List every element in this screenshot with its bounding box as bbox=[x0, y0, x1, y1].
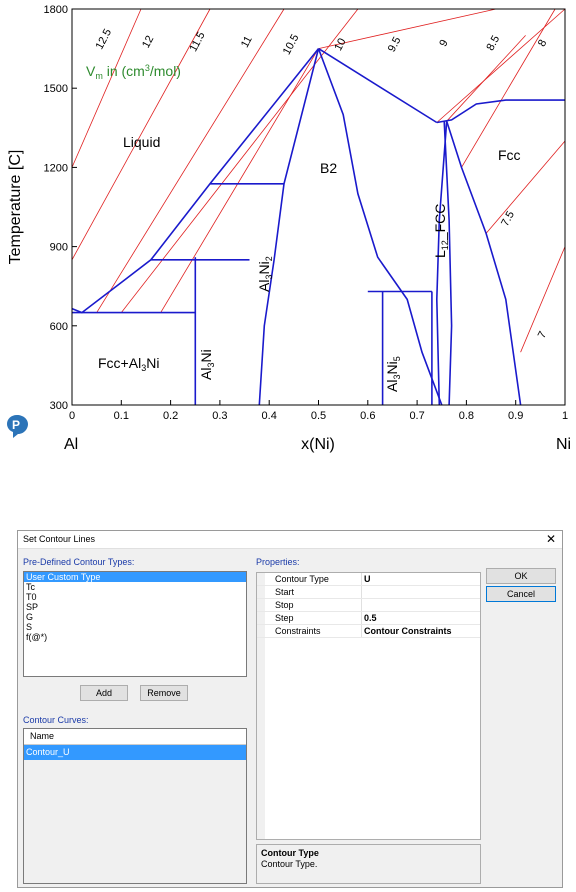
help-title: Contour Type bbox=[261, 848, 319, 858]
property-key: Step bbox=[275, 613, 294, 623]
phase-boundary bbox=[259, 49, 318, 405]
svg-text:P: P bbox=[12, 418, 21, 432]
phase-boundary bbox=[447, 121, 521, 405]
x-tick-label: 0.6 bbox=[360, 410, 376, 422]
property-value[interactable]: U bbox=[364, 574, 371, 584]
x-end-label-ni: Ni bbox=[556, 436, 572, 453]
phase-label-fcc: Fcc bbox=[498, 147, 521, 163]
contour-curves-label: Contour Curves: bbox=[23, 715, 89, 725]
property-key: Contour Type bbox=[275, 574, 329, 584]
property-row[interactable] bbox=[257, 586, 480, 599]
ok-button[interactable]: OK bbox=[486, 568, 556, 584]
contour-level-label: 8 bbox=[535, 37, 550, 49]
list-item[interactable]: User Custom Type bbox=[24, 572, 246, 582]
contour-level-label: 12.5 bbox=[93, 26, 115, 52]
y-tick-label: 300 bbox=[49, 400, 68, 412]
close-icon[interactable]: ✕ bbox=[545, 532, 556, 546]
phase-label-l12-fcc: $L_{12}\_FCC$ bbox=[432, 203, 450, 258]
property-key: Constraints bbox=[275, 626, 321, 636]
property-value[interactable]: Contour Constraints bbox=[364, 626, 452, 636]
contour-level-label: 9 bbox=[437, 37, 451, 49]
phase-boundaries bbox=[72, 49, 565, 405]
y-tick-label: 1500 bbox=[43, 83, 68, 96]
list-item[interactable]: Tc bbox=[26, 582, 35, 592]
list-item[interactable]: G bbox=[26, 612, 34, 622]
predefined-types-label: Pre-Defined Contour Types: bbox=[23, 557, 135, 567]
phase-boundary bbox=[437, 121, 447, 405]
property-row[interactable] bbox=[257, 573, 480, 586]
property-key: Stop bbox=[275, 600, 294, 610]
property-key: Start bbox=[275, 587, 295, 597]
property-row[interactable] bbox=[257, 625, 480, 638]
phase-boundary bbox=[319, 49, 437, 123]
phase-label-liquid: Liquid bbox=[123, 134, 161, 150]
x-tick-label: 0 bbox=[68, 410, 76, 422]
contour-level-label: 7.5 bbox=[499, 209, 518, 229]
x-tick-label: 0.3 bbox=[212, 410, 228, 422]
y-tick-label: 600 bbox=[49, 320, 68, 333]
cancel-button[interactable]: Cancel bbox=[486, 586, 556, 602]
isoline bbox=[437, 9, 565, 123]
properties-label: Properties: bbox=[256, 557, 300, 567]
p-logo-icon bbox=[7, 415, 28, 438]
x-tick-label: 0.8 bbox=[458, 410, 475, 422]
x-tick-label: 0.9 bbox=[508, 410, 524, 422]
contour-level-label: 8.5 bbox=[484, 33, 503, 53]
phase-boundary bbox=[319, 49, 442, 405]
y-axis-title: Temperature [C] bbox=[7, 149, 24, 265]
phase-label-al3ni: $Al_3Ni$ bbox=[198, 349, 216, 380]
contour-level-label: 11 bbox=[238, 34, 255, 50]
add-button[interactable]: Add bbox=[80, 685, 128, 701]
x-tick-label: 0.2 bbox=[162, 410, 179, 422]
x-tick-label: 0.4 bbox=[261, 410, 277, 422]
contour-level-label: 10.5 bbox=[280, 32, 302, 57]
contour-level-label: 9.5 bbox=[385, 35, 404, 55]
phase-label-fcc-al3ni: $Fcc+Al_3Ni$ bbox=[98, 355, 160, 373]
y-tick-label: 900 bbox=[49, 241, 68, 254]
contour-level-label: 10 bbox=[332, 36, 349, 53]
x-axis-title: x(Ni) bbox=[301, 436, 335, 453]
contour-level-label: 11.5 bbox=[187, 30, 208, 54]
list-item[interactable]: SP bbox=[26, 602, 39, 612]
property-row[interactable] bbox=[257, 612, 480, 625]
property-row[interactable] bbox=[257, 599, 480, 612]
contour-level-label: 12 bbox=[140, 33, 157, 51]
y-tick-label: 1200 bbox=[43, 162, 68, 175]
x-tick-label: 0.1 bbox=[113, 410, 129, 422]
x-tick-label: 0.7 bbox=[409, 410, 425, 422]
contour-level-label: 7 bbox=[535, 329, 550, 341]
y-tick-label: 1800 bbox=[43, 4, 68, 16]
dialog-title: Set Contour Lines bbox=[23, 534, 96, 544]
list-item[interactable]: Contour_U bbox=[24, 745, 246, 760]
help-text: Contour Type. bbox=[261, 859, 318, 869]
list-item[interactable]: f(@*) bbox=[26, 632, 48, 642]
phase-boundary bbox=[444, 121, 451, 405]
set-contour-lines-dialog bbox=[17, 530, 563, 888]
x-end-label-al: Al bbox=[64, 436, 79, 453]
list-item[interactable]: S bbox=[26, 622, 33, 632]
x-tick-label: 1 bbox=[561, 410, 569, 422]
property-help-panel bbox=[256, 844, 481, 884]
remove-button[interactable]: Remove bbox=[140, 685, 188, 701]
predefined-types-list[interactable] bbox=[23, 571, 247, 677]
contour-curves-list[interactable] bbox=[23, 728, 247, 884]
phase-label-al3ni2: $Al_3Ni_2$ bbox=[256, 256, 274, 292]
property-value[interactable]: 0.5 bbox=[364, 613, 377, 623]
isoline bbox=[161, 49, 319, 313]
curves-header-name[interactable]: Name bbox=[24, 729, 246, 745]
volume-legend: $V_m$ in $(cm^3/mol)$ bbox=[86, 63, 181, 81]
phase-label-al3ni5: $Al_3Ni_5$ bbox=[384, 356, 402, 392]
properties-grid bbox=[256, 572, 481, 840]
x-axis-ticks bbox=[69, 400, 568, 422]
dialog-title-bar bbox=[18, 531, 562, 549]
x-tick-label: 0.5 bbox=[310, 410, 327, 422]
phase-label-b2: B2 bbox=[320, 160, 338, 176]
list-item[interactable]: T0 bbox=[26, 592, 37, 602]
contour-isolines bbox=[72, 9, 565, 352]
